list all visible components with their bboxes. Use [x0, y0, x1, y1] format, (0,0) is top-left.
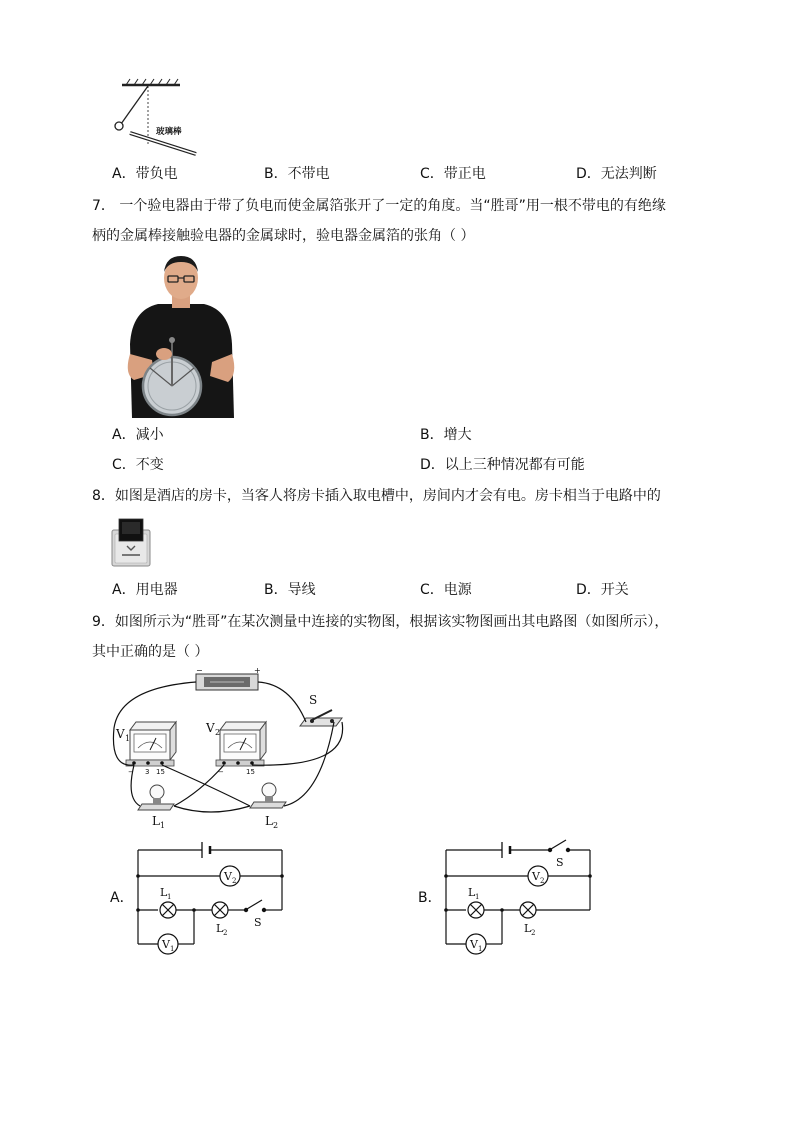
- q9-stem-line1: 9．如图所示为“胜哥”在某次测量中连接的实物图，根据该实物图画出其电路图（如图所示），: [92, 614, 669, 630]
- q8-stem-line1: 8．如图是酒店的房卡，当客人将房卡插入取电槽中，房间内才会有电。房卡相当于电路中的: [92, 488, 661, 504]
- q7-option-b[interactable]: B．增大: [420, 427, 472, 443]
- a-l1-label: L: [160, 886, 168, 899]
- q8-option-b[interactable]: B．导线: [264, 582, 316, 598]
- q6-option-b[interactable]: B．不带电: [264, 166, 330, 182]
- a-s-label: S: [254, 916, 262, 929]
- voltmeter-v1: [126, 722, 176, 766]
- a-v2-subscript: 2: [232, 877, 237, 885]
- a-v2-label: V: [224, 870, 232, 883]
- b-v2-label: V: [532, 870, 540, 883]
- q9-stem-line2: 其中正确的是（ ）: [92, 644, 209, 660]
- a-v1-subscript: 1: [170, 945, 175, 953]
- physical-circuit-figure: [100, 668, 360, 838]
- q9-option-b[interactable]: B．: [418, 890, 442, 906]
- v2-minus-terminal-label: −: [218, 768, 224, 776]
- q9-circuit-b: [438, 838, 598, 958]
- b-v1-subscript: 1: [478, 945, 483, 953]
- rod-label: 玻璃棒: [156, 127, 182, 137]
- q9-circuit-a: [130, 838, 290, 958]
- b-v2-subscript: 2: [540, 877, 545, 885]
- voltmeter-v2: [216, 722, 266, 766]
- b-l2-label: L: [524, 922, 532, 935]
- bulb-l2: [250, 783, 286, 808]
- l1-subscript: 1: [160, 821, 166, 830]
- v1-3-terminal-label: 3: [145, 768, 150, 776]
- q9-option-a[interactable]: A．: [110, 890, 134, 906]
- q6-option-a[interactable]: A．带负电: [112, 166, 178, 182]
- battery-plus-label: +: [254, 668, 261, 675]
- l2-label: L: [265, 814, 273, 828]
- v1-15-terminal-label: 15: [156, 768, 165, 776]
- q6-option-c[interactable]: C．带正电: [420, 166, 486, 182]
- q7-stem-line1: 7． 一个验电器由于带了负电而使金属箔张开了一定的角度。当“胜哥”用一根不带电的有绝缘: [92, 198, 666, 214]
- b-s-label: S: [556, 856, 564, 869]
- q8-option-d[interactable]: D．开关: [576, 582, 629, 598]
- q6-option-d[interactable]: D．无法判断: [576, 166, 657, 182]
- q8-option-a[interactable]: A．用电器: [112, 582, 178, 598]
- a-v1-label: V: [162, 938, 170, 951]
- q7-stem-line2: 柄的金属棒接触验电器的金属球时，验电器金属箔的张角（ ）: [92, 228, 475, 244]
- room-card-slot-image: [110, 516, 152, 568]
- q7-option-a[interactable]: A．减小: [112, 427, 164, 443]
- electroscope-photo: [124, 254, 238, 418]
- knife-switch: [300, 710, 342, 726]
- pendulum-figure: [108, 76, 208, 158]
- a-l1-subscript: 1: [167, 893, 172, 901]
- v2-label: V: [206, 721, 215, 735]
- a-l2-label: L: [216, 922, 224, 935]
- bulb-l1: [138, 785, 174, 810]
- b-l1-subscript: 1: [475, 893, 480, 901]
- v1-label: V: [116, 727, 125, 741]
- battery-minus-label: −: [196, 668, 203, 675]
- b-v1-label: V: [470, 938, 478, 951]
- v2-subscript: 2: [215, 728, 221, 737]
- v1-minus-terminal-label: −: [128, 768, 134, 776]
- v1-subscript: 1: [125, 734, 131, 743]
- q8-option-c[interactable]: C．电源: [420, 582, 472, 598]
- switch-label: S: [309, 693, 318, 707]
- q7-option-c[interactable]: C．不变: [112, 457, 164, 473]
- b-l1-label: L: [468, 886, 476, 899]
- b-l2-subscript: 2: [531, 929, 536, 937]
- a-l2-subscript: 2: [223, 929, 228, 937]
- l2-subscript: 2: [273, 821, 279, 830]
- l1-label: L: [152, 814, 160, 828]
- v2-15-terminal-label: 15: [246, 768, 255, 776]
- q7-option-d[interactable]: D．以上三种情况都有可能: [420, 457, 585, 473]
